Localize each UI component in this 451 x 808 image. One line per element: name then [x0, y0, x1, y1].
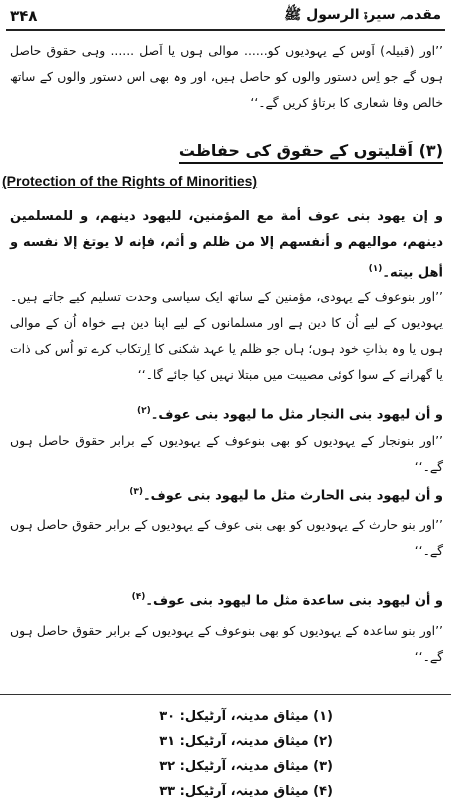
footnote-rule — [0, 694, 451, 695]
header-rule — [6, 29, 445, 31]
footnote-ref: (۲) — [137, 406, 151, 416]
arabic-quote-text: و أن لیهود بنی ساعدة مثل ما لیهود بنی عوف۔ — [145, 593, 443, 609]
arabic-quote-text: و أن لیهود بنی النجار مثل ما لیهود بنی عوف۔ — [150, 407, 443, 423]
footnote-ref: (۴) — [131, 592, 146, 602]
arabic-quote-text: و إن یهود بنی عوف أمة مع المؤمنین، للیهود دینهم، و للمسلمین دینهم، موالیهم و أنفسهم إلا من ظلم و أثم، فإنه لا یوتغ إلا نفسه و أهل بیته۔ — [10, 209, 443, 281]
arabic-quote-3 — [10, 479, 443, 509]
urdu-translation-1: ’’اور بنوعوف کے یہودی، مؤمنین کے ساتھ ایک سیاسی وحدت تسلیم کیے جاتے ہیں۔ یہودیوں کے لیے اُن کا دین ہے اور مسلمانوں کے لیے اپنا دین ہے خواہ اُن کے موالی ہوں یا وہ بذاتِ خود ہوں؛ ہاں جو ظلم یا عہد شکنی کا اِرتکاب کرے تو اُس کی ذات یا گھرانے کے سوا کوئی مصیبت میں مبتلا نہیں کیا جائے گا۔‘‘ — [10, 289, 443, 382]
intro-paragraph: ’’اور (قبیلہ) اَوس کے یہودیوں کو...... موالی ہوں یا اَصل ...... وہی حقوق حاصل ہوں گے جو اِس دستور والوں کو حاصل ہیں، اور وہ بھی اس دستور والوں کے ساتھ خالص وفا شعاری کا برتاؤ کریں گے۔‘‘ — [10, 43, 443, 110]
running-title: مقدمہ سیرۃ الرسول ﷺ — [284, 7, 441, 23]
footnote-item: (۳) میثاق مدینہ، آرٹیکل: ۳۲ — [159, 759, 333, 774]
arabic-quote-2 — [10, 398, 443, 428]
footnote-item: (۴) میثاق مدینہ، آرٹیکل: ۳۳ — [159, 784, 333, 799]
section-heading-english: (Protection of the Rights of Minorities) — [2, 173, 258, 189]
section-heading-urdu: (۳) اَقلیتوں کے حقوق کی حفاظت — [179, 141, 443, 164]
page-header — [6, 4, 445, 28]
footnote-item: (۲) میثاق مدینہ، آرٹیکل: ۳۱ — [159, 734, 333, 749]
page-number: ۳۴۸ — [10, 7, 38, 25]
footnote-item: (۱) میثاق مدینہ، آرٹیکل: ۳۰ — [159, 709, 333, 724]
urdu-translation-2: ’’اور بنونجار کے یہودیوں کو بھی بنوعوف کے یہودیوں کے برابر حقوق حاصل ہوں گے۔‘‘ — [10, 433, 443, 474]
urdu-translation-3: ’’اور بنو حارث کے یہودیوں کو بھی بنی عوف کے یہودیوں کے برابر حقوق حاصل ہوں گے۔‘‘ — [10, 517, 443, 558]
urdu-translation-4: ’’اور بنو ساعدہ کے یہودیوں کو بھی بنوعوف کے یہودیوں کے برابر حقوق حاصل ہوں گے۔‘‘ — [10, 623, 443, 664]
arabic-quote-1 — [10, 204, 443, 286]
arabic-quote-text: و أن لیهود بنی الحارث مثل ما لیهود بنی عوف۔ — [142, 488, 443, 504]
footnote-list — [133, 704, 333, 804]
arabic-quote-4 — [10, 584, 443, 614]
footnote-ref: (۱) — [368, 264, 383, 274]
footnote-ref: (۳) — [129, 487, 143, 497]
